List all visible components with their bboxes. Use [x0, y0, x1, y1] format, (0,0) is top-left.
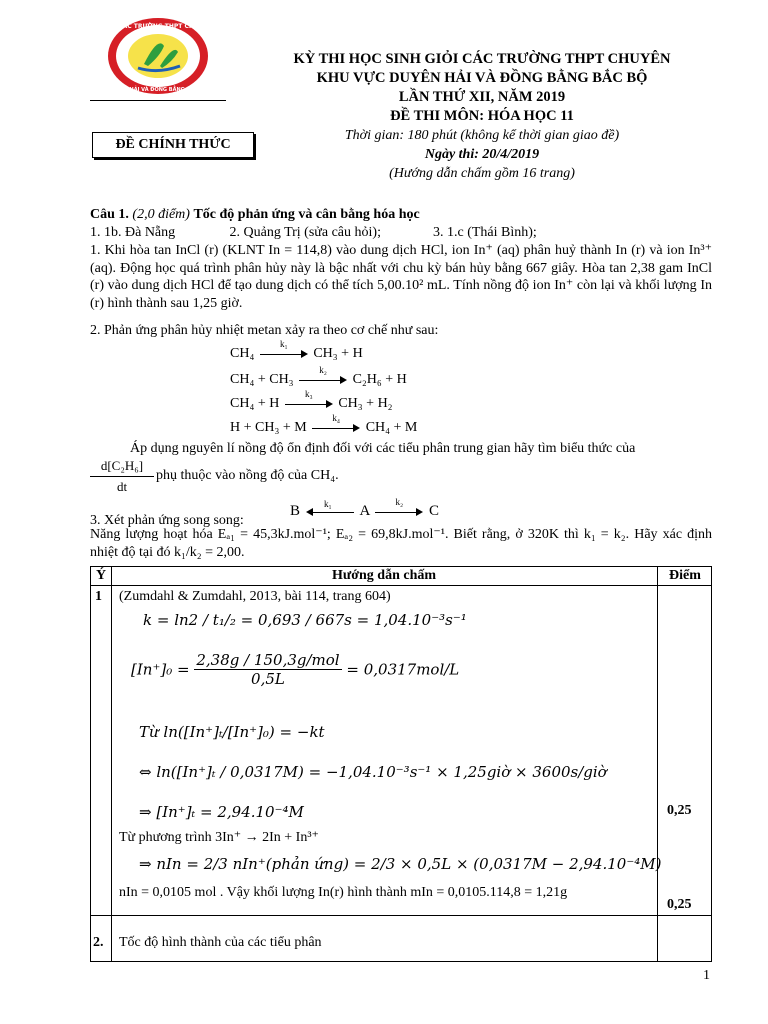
arrow-right-icon — [375, 496, 423, 517]
equation-initial-conc — [131, 651, 459, 688]
eq2-fraction — [194, 651, 341, 688]
species-c: C — [429, 503, 440, 519]
part3-text: 3. Xét phản ứng song song: — [90, 513, 244, 528]
frac-numerator: d[C₂H₆] — [90, 458, 154, 477]
header-score: Điểm — [669, 568, 701, 583]
source-1: 1. 1b. Đà Nẵng — [90, 225, 176, 240]
reaction-3 — [230, 388, 393, 412]
arrow-icon — [260, 338, 308, 359]
rate-constant: k₂ — [319, 364, 327, 375]
equation-result-conc: ⇒ [In⁺]ₜ = 2,94.10⁻⁴M — [139, 803, 304, 821]
equation-reaction: Từ phương trình 3In⁺ → 2In + In³⁺ — [119, 830, 319, 845]
rate-k1: k₁ — [324, 499, 332, 509]
header-line4: ĐỀ THI MÔN: HÓA HỌC 11 — [390, 108, 574, 124]
logo-underline — [90, 100, 226, 101]
eq2-rhs: = 0,0317mol/L — [346, 660, 460, 679]
reaction-1 — [230, 338, 363, 362]
question1-title — [90, 206, 712, 224]
equation-log-ratio: ⇔ ln([In⁺]ₜ / 0,0317M) = −1,04.10⁻³s⁻¹ × 1,25giờ × 3600s/giờ — [139, 763, 607, 781]
header-line6: Ngày thi: 20/4/2019 — [424, 147, 540, 162]
part2-text: 2. Phản ứng phân hủy nhiệt metan xảy ra theo cơ chế như sau: — [90, 323, 439, 338]
reaction-left: CH₄ + CH₃ — [230, 372, 294, 387]
exam-header — [262, 50, 702, 183]
row2-text: Tốc độ hình thành của các tiểu phân — [119, 935, 322, 950]
row1-reference: (Zumdahl & Zumdahl, 2013, bài 114, trang 604) — [119, 589, 391, 604]
rate-constant: k₃ — [305, 388, 313, 399]
official-exam-label: ĐỀ CHÍNH THỨC — [92, 132, 254, 158]
equation-rate-constant: k = ln2 / t₁/₂ = 0,693 / 667s = 1,04.10⁻³s⁻¹ — [143, 611, 467, 629]
reaction-right: C₂H₆ + H — [352, 372, 407, 387]
question-sources — [90, 224, 712, 242]
source-2: 2. Quảng Trị (sửa câu hỏi); — [229, 225, 381, 240]
reaction-left: CH₄ + H — [230, 396, 280, 411]
svg-text:HỘI CÁC TRƯỜNG THPT CHUYÊN: HỘI CÁC TRƯỜNG THPT CHUYÊN — [104, 23, 212, 30]
question-label: Câu 1. — [90, 207, 129, 222]
equation-moles: ⇒ nIn = 2/3 nIn⁺(phản ứng) = 2/3 × 0,5L × (0,0317M − 2,94.10⁻⁴M) — [139, 855, 662, 873]
score-2: 0,25 — [667, 897, 692, 912]
row2-number: 2. — [93, 935, 104, 950]
species-b: B — [290, 503, 301, 519]
part1-text: 1. Khi hòa tan InCl (r) (KLNT In = 114,8) vào dung dịch HCl, ion In⁺ (aq) phân huỷ thành In (r) và ion In³⁺ (aq). Động học quá trình phân hủy này là bậc nhất với chu kỳ bán hủy bằng 667 giây. Hòa tan 2,38 gam InCl (r) vào dung dịch HCl để tạo dung dịch có thể tích 5,00.10² mL. Tính nồng độ ion In⁺ còn lại và khối lượng In (r) hình thành sau 1,25 giờ. — [90, 243, 712, 311]
page-number: 1 — [703, 968, 710, 983]
frac-denominator: dt — [116, 479, 128, 494]
part2-instruction: Áp dụng nguyên lí nồng độ ổn định đối với các tiểu phân trung gian hãy tìm biểu thức của — [130, 441, 636, 456]
reaction-right: CH₃ + H₂ — [338, 396, 393, 411]
row1-number: 1 — [95, 589, 102, 604]
equation-mass: nIn = 0,0105 mol . Vậy khối lượng In(r) hình thành mIn = 0,0105.114,8 = 1,21g — [119, 885, 568, 900]
svg-text:DUYÊN HẢI VÀ ĐỒNG BẰNG BẮC BỘ: DUYÊN HẢI VÀ ĐỒNG BẰNG BẮC BỘ — [108, 87, 208, 93]
part2-tail: phụ thuộc vào nồng độ của CH₄. — [156, 468, 339, 483]
derivative-fraction — [90, 458, 154, 495]
parallel-reaction-scheme — [290, 496, 440, 520]
reaction-right: CH₄ + M — [365, 420, 418, 435]
question-topic: Tốc độ phản ứng và cân bằng hóa học — [193, 207, 420, 222]
rate-constant: k₁ — [280, 338, 288, 349]
reaction-right: CH₃ + H — [313, 346, 363, 361]
grading-table — [90, 566, 712, 962]
header-line5: Thời gian: 180 phút (không kể thời gian giao đề) — [344, 128, 620, 143]
arrow-icon — [299, 364, 347, 385]
reaction-2 — [230, 364, 407, 388]
header-line7: (Hướng dẫn chấm gồm 16 trang) — [389, 166, 575, 181]
arrow-icon — [312, 412, 360, 433]
arrow-icon — [285, 388, 333, 409]
reaction-left: CH₄ — [230, 346, 255, 361]
eq2-lhs: [In⁺]₀ = — [131, 660, 190, 679]
header-line3: LẦN THỨ XII, NĂM 2019 — [398, 89, 566, 105]
reaction-4 — [230, 412, 418, 436]
reaction-left: H + CH₃ + M — [230, 420, 307, 435]
species-a: A — [359, 503, 370, 519]
rate-constant: k₄ — [332, 412, 340, 423]
eq2-denominator: 0,5L — [251, 670, 285, 688]
header-guide: Hướng dẫn chấm — [331, 568, 437, 583]
header-line2: KHU VỰC DUYÊN HẢI VÀ ĐỒNG BẰNG BẮC BỘ — [316, 70, 648, 86]
question-points: (2,0 điểm) — [132, 207, 190, 222]
score-1: 0,25 — [667, 803, 692, 818]
source-3: 3. 1.c (Thái Bình); — [433, 225, 537, 240]
part3-detail: Năng lượng hoạt hóa Eₐ₁ = 45,3kJ.mol⁻¹; Eₐ₂ = 69,8kJ.mol⁻¹. Biết rằng, ở 320K thì k₁ = k₂. Hãy xác định nhiệt độ tại đó k₁/k₂ = 2,00. — [90, 527, 712, 560]
eq2-numerator: 2,38g / 150,3g/mol — [196, 651, 340, 669]
rate-k2: k₂ — [395, 496, 404, 507]
header-index: Ý — [95, 568, 107, 583]
header-line1: KỲ THI HỌC SINH GIỎI CÁC TRƯỜNG THPT CHUYÊN — [293, 51, 671, 67]
school-logo — [104, 16, 212, 96]
equation-first-order: Từ ln([In⁺]ₜ/[In⁺]₀) = −kt — [139, 723, 325, 741]
